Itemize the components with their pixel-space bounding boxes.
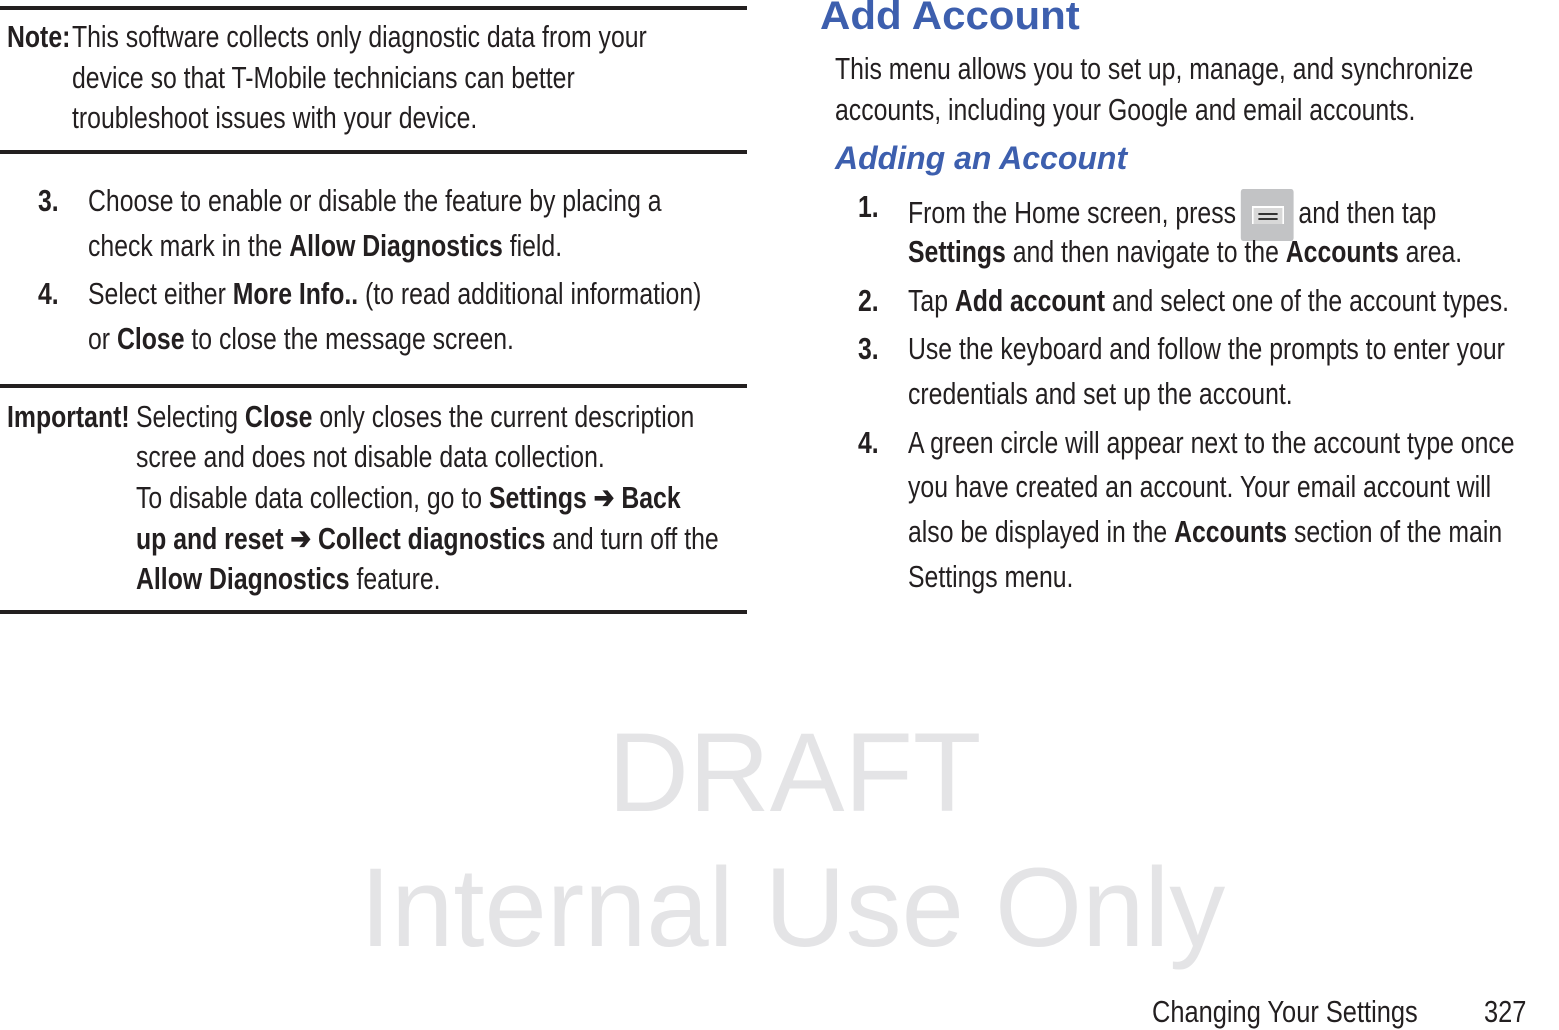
- bold-term: Close: [116, 321, 185, 356]
- step-number: 3.: [858, 331, 879, 366]
- watermark-internal-use-only: Internal Use Only: [360, 845, 1226, 970]
- text-segment: This menu allows you to set up, manage, and synchronize: [835, 51, 1474, 86]
- text-segment: and turn off the: [545, 521, 719, 556]
- important-text: [136, 561, 441, 597]
- text-segment: Select either: [88, 276, 233, 311]
- step-text: [88, 228, 562, 264]
- text-segment: accounts, including your Google and email accounts.: [835, 92, 1416, 127]
- text-segment: Tap: [908, 283, 955, 318]
- divider: [0, 6, 747, 10]
- text-segment: check mark in the: [88, 228, 290, 263]
- text-segment: troubleshoot issues with your device.: [72, 100, 478, 135]
- text-segment: device so that T-Mobile technicians can better: [72, 60, 575, 95]
- note-text: [72, 19, 647, 55]
- text-segment: Selecting: [136, 399, 245, 434]
- bold-term: Allow Diagnostics: [289, 228, 503, 263]
- text-segment: only closes the current description: [312, 399, 695, 434]
- text-segment: field.: [502, 228, 563, 263]
- text-segment: and then navigate to the: [1005, 234, 1286, 269]
- bold-term: More Info..: [232, 276, 359, 311]
- bold-term: Accounts: [1174, 514, 1288, 549]
- bold-term: Settings ➔ Back: [488, 480, 681, 515]
- step-text: [88, 321, 514, 357]
- text-segment: scree and does not disable data collection.: [136, 439, 605, 474]
- watermark-draft: DRAFT: [608, 710, 982, 835]
- page-number: 327: [1484, 994, 1527, 1029]
- divider: [0, 384, 747, 388]
- step-text: [908, 283, 1509, 319]
- text-segment: This software collects only diagnostic data from your: [72, 19, 647, 54]
- text-segment: A green circle will appear next to the account type once: [908, 425, 1515, 460]
- step-number: 1.: [858, 189, 879, 224]
- text-segment: From the Home screen, press: [908, 195, 1237, 231]
- step-number: 4.: [858, 425, 879, 460]
- text-segment: Settings menu.: [908, 559, 1074, 594]
- intro-text: [835, 51, 1473, 87]
- subsection-title: Adding an Account: [835, 140, 1128, 176]
- step-text: [908, 331, 1505, 367]
- step-text: [908, 425, 1515, 461]
- bold-term: Allow Diagnostics: [136, 561, 350, 596]
- important-text: [136, 439, 605, 475]
- step-text: [88, 276, 701, 312]
- step-text: [88, 183, 662, 219]
- text-segment: Choose to enable or disable the feature by placing a: [88, 183, 662, 218]
- step-text: [908, 469, 1491, 505]
- step-text: [908, 376, 1293, 412]
- text-segment: feature.: [349, 561, 441, 596]
- bold-term: Close: [244, 399, 313, 434]
- step-number: 2.: [858, 283, 879, 318]
- text-segment: also be displayed in the: [908, 514, 1175, 549]
- important-text: [136, 399, 694, 435]
- step-text: [908, 559, 1073, 595]
- step-text: [908, 514, 1502, 550]
- important-text: [136, 521, 719, 557]
- step-number: 4.: [38, 276, 59, 311]
- text-segment: Use the keyboard and follow the prompts to enter your: [908, 331, 1505, 366]
- important-text: [136, 480, 681, 516]
- note-text: [72, 100, 477, 136]
- text-segment: section of the main: [1287, 514, 1503, 549]
- step-number: 3.: [38, 183, 59, 218]
- bold-term: Accounts: [1285, 234, 1399, 269]
- text-segment: credentials and set up the account.: [908, 376, 1293, 411]
- divider: [0, 610, 747, 614]
- bold-term: up and reset ➔ Collect diagnostics: [136, 521, 546, 556]
- text-segment: to close the message screen.: [184, 321, 514, 356]
- bold-term: Settings: [908, 234, 1006, 269]
- intro-text: [835, 92, 1415, 128]
- divider: [0, 150, 747, 154]
- section-title: Add Account: [820, 0, 1080, 38]
- footer-section: Changing Your Settings: [1152, 994, 1418, 1029]
- step-text: [908, 234, 1462, 270]
- text-segment: you have created an account. Your email account will: [908, 469, 1492, 504]
- text-segment: and select one of the account types.: [1105, 283, 1510, 318]
- bold-term: Add account: [954, 283, 1106, 318]
- text-segment: area.: [1398, 234, 1463, 269]
- important-label: Important!: [7, 399, 130, 434]
- text-segment: To disable data collection, go to: [136, 480, 489, 515]
- text-segment: or: [88, 321, 117, 356]
- note-text: [72, 60, 575, 96]
- text-segment: (to read additional information): [358, 276, 702, 311]
- note-label: Note:: [7, 19, 71, 54]
- text-segment: and then tap: [1298, 195, 1437, 231]
